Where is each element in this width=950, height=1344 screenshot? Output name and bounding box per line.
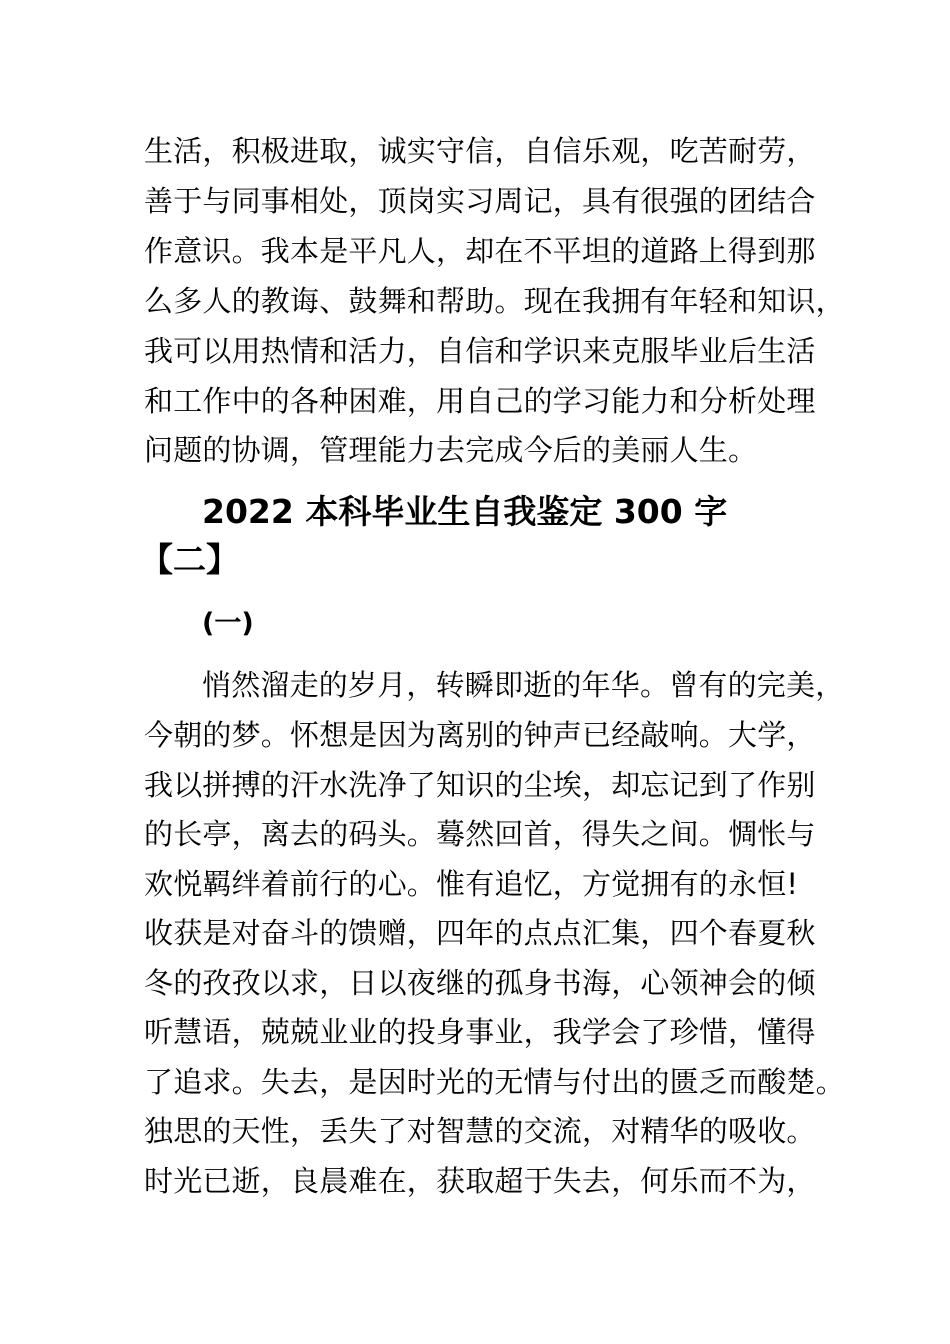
paragraph-line: 作意识。我本是平凡人，却在不平坦的道路上得到那	[144, 234, 816, 268]
paragraph-line: 善于与同事相处，顶岗实习周记，具有很强的团结合	[144, 184, 816, 218]
paragraph-line: 的长亭，离去的码头。蓦然回首，得失之间。惆怅与	[144, 817, 816, 851]
section-heading-suffix: 【二】	[140, 540, 239, 579]
subheading: (一)	[202, 608, 254, 639]
paragraph-line: 独思的天性，丢失了对智慧的交流，对精华的吸收。	[144, 1114, 816, 1148]
paragraph-line: 了追求。失去，是因时光的无情与付出的匮乏而酸楚。	[144, 1065, 845, 1099]
paragraph-line: 和工作中的各种困难，用自己的学习能力和分析处理	[144, 384, 816, 418]
paragraph-line: 生活，积极进取，诚实守信，自信乐观，吃苦耐劳，	[144, 134, 816, 168]
paragraph-line: 悄然溜走的岁月，转瞬即逝的年华。曾有的完美，	[202, 668, 845, 702]
paragraph-line: 收获是对奋斗的馈赠，四年的点点汇集，四个春夏秋	[144, 916, 816, 950]
paragraph-line: 么多人的教诲、鼓舞和帮助。现在我拥有年轻和知识，	[144, 284, 845, 318]
paragraph-line: 问题的协调，管理能力去完成今后的美丽人生。	[144, 433, 758, 467]
paragraph-line: 时光已逝，良晨难在，获取超于失去，何乐而不为，	[144, 1164, 816, 1198]
paragraph-line: 冬的孜孜以求，日以夜继的孤身书海，心领神会的倾	[144, 966, 816, 1000]
paragraph-line: 今朝的梦。怀想是因为离别的钟声已经敲响。大学，	[144, 718, 816, 752]
paragraph-line: 我可以用热情和活力，自信和学识来克服毕业后生活	[144, 334, 816, 368]
paragraph-line: 听慧语，兢兢业业的投身事业，我学会了珍惜，懂得	[144, 1015, 816, 1049]
paragraph-line: 欢悦羁绊着前行的心。惟有追忆，方觉拥有的永恒!	[144, 867, 799, 901]
section-heading: 2022 本科毕业生自我鉴定 300 字	[202, 492, 728, 531]
paragraph-line: 我以拼搏的汗水洗净了知识的尘埃，却忘记到了作别	[144, 768, 816, 802]
